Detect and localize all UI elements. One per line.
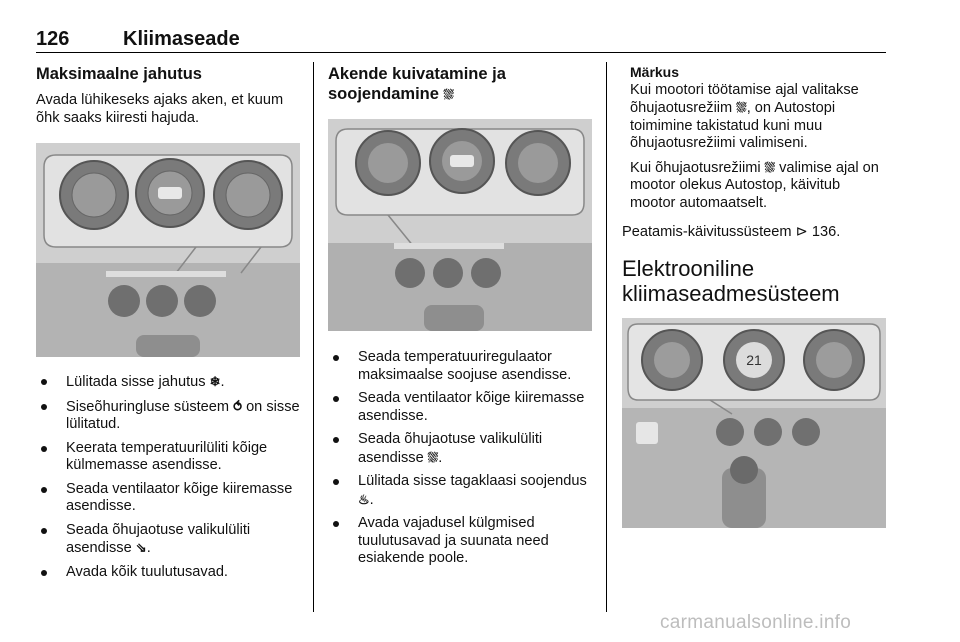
column-defrost [328, 64, 592, 574]
air-distribution-icon: ⇘ [135, 540, 147, 555]
defrost-icon: ⛆ [736, 100, 747, 115]
note-paragraph-2: Kui õhujaotusrežiimi ⛆ valimise ajal on mootor olekus Autostop, käivitub mootor automaatselt. [630, 159, 879, 211]
temperature-display: 21 [746, 351, 762, 368]
page-header [36, 28, 886, 54]
cooling-steps-list [36, 373, 300, 581]
cross-reference[interactable]: Peatamis-käivitussüsteem ⊳ 136. [622, 224, 841, 240]
list-item: Keerata temperatuurilüliti kõige külmemasse asendisse. [36, 440, 300, 475]
defrost-icon: ⛆ [427, 449, 439, 465]
rear-window-heating-icon: ♨ [358, 491, 370, 507]
figure-climate-panel-2 [328, 119, 592, 331]
header-rule [36, 52, 886, 53]
note-paragraph-1: Kui mootori töötamise ajal valitakse õhujaotusrežiim ⛆, on Autostopi toimimine takistatud kuni muu õhujaotusrežiimi valimiseni. [630, 81, 859, 151]
section-heading-defrost: Akende kuivatamine ja soojendamine ⛆ [328, 65, 506, 103]
intro-paragraph: Avada lühikeseks ajaks aken, et kuum õhk saaks kiiresti hajuda. [36, 92, 284, 126]
watermark: carmanualsonline.info [660, 612, 852, 633]
list-item: Seada õhujaotuse valikulüliti asendisse ⛆. [328, 431, 592, 467]
column-divider-2 [606, 62, 607, 612]
section-heading-electronic-climate: Elektrooniline kliimaseadmesüsteem [622, 255, 840, 306]
list-item: Seada temperatuuriregulaator maksimaalse soojuse asendisse. [328, 349, 592, 384]
list-item: Siseõhuringluse süsteem ⥀ on sisse lülitatud. [36, 398, 300, 434]
list-item: Avada kõik tuulutusavad. [36, 564, 300, 582]
column-max-cooling [36, 64, 300, 587]
column-note-electronic [622, 64, 888, 528]
list-item: Seada ventilaator kõige kiiremasse asendisse. [36, 481, 300, 516]
section-heading-max-cooling: Maksimaalne jahutus [36, 65, 202, 83]
list-item: Lülitada sisse jahutus ❄. [36, 373, 300, 392]
page-number: 126 [36, 28, 70, 50]
list-item: Seada ventilaator kõige kiiremasse asendisse. [328, 390, 592, 425]
column-divider-1 [313, 62, 314, 612]
figure-electronic-climate-panel [622, 318, 886, 528]
defrost-steps-list [328, 349, 592, 568]
list-item: Seada õhujaotuse valikulüliti asendisse ⇘. [36, 522, 300, 558]
defrost-icon: ⛆ [443, 87, 454, 102]
chapter-title: Kliimaseade [123, 28, 240, 50]
reference-arrow-icon: ⊳ [795, 224, 808, 240]
note-box [622, 64, 888, 212]
figure-climate-panel-1 [36, 143, 300, 357]
recirculation-icon: ⥀ [233, 398, 243, 414]
list-item: Avada vajadusel külgmised tuulutusavad ja suunata need esiakende poole. [328, 515, 592, 568]
snowflake-icon: ❄ [209, 374, 221, 389]
list-item: Lülitada sisse tagaklaasi soojendus ♨. [328, 473, 592, 509]
defrost-icon: ⛆ [764, 159, 776, 175]
note-title: Märkus [630, 64, 680, 80]
